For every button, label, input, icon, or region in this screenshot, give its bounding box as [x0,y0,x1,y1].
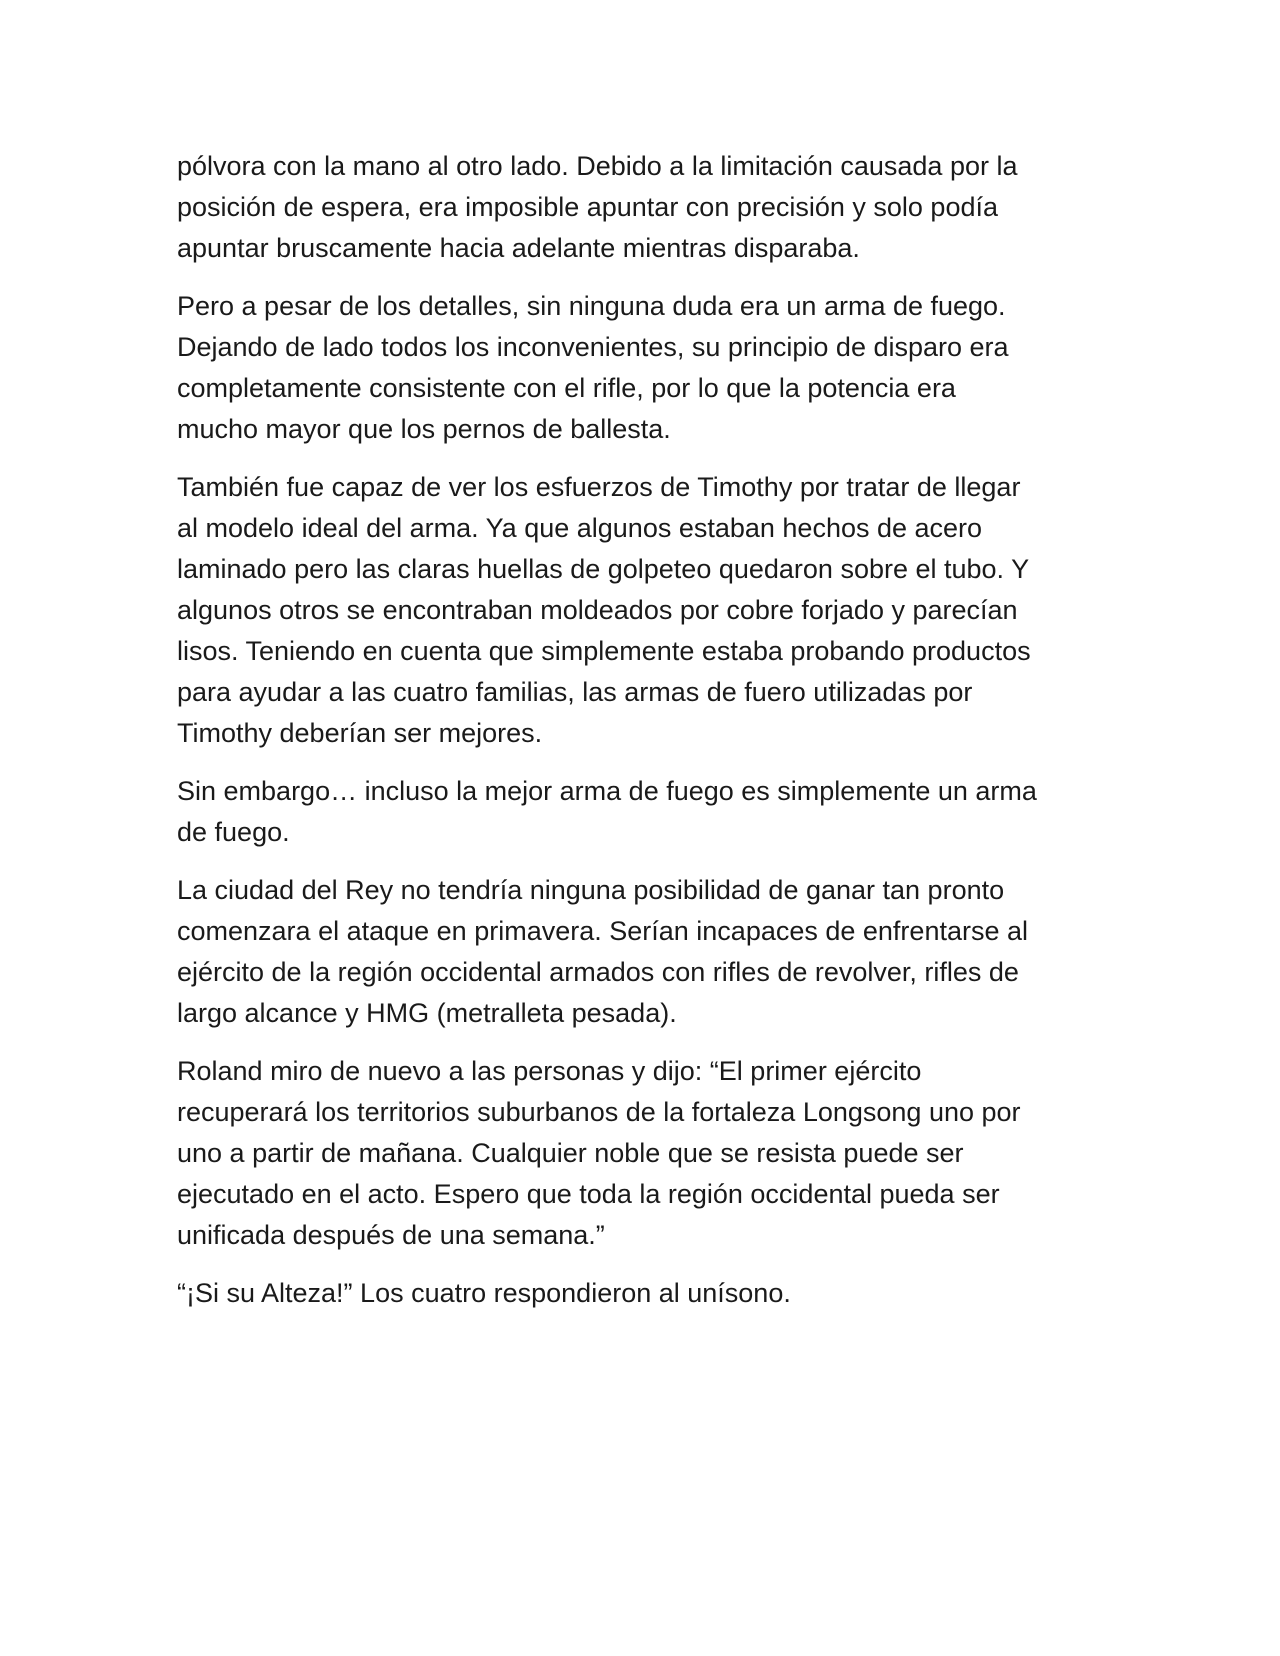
paragraph-1 [177,146,1107,269]
text-line: mucho mayor que los pernos de ballesta. [177,414,671,444]
text-line: ejército de la región occidental armados con rifles de revolver, rifles de [177,957,1019,987]
text-line: posición de espera, era imposible apuntar con precisión y solo podía [177,192,998,222]
text-line: para ayudar a las cuatro familias, las armas de fuero utilizadas por [177,677,973,707]
text-line: “¡Si su Alteza!” Los cuatro respondieron al unísono. [177,1278,791,1308]
text-line: laminado pero las claras huellas de golpeteo quedaron sobre el tubo. Y [177,554,1030,584]
text-line: apuntar bruscamente hacia adelante mientras disparaba. [177,233,860,263]
text-line: comenzara el ataque en primavera. Serían incapaces de enfrentarse al [177,916,1029,946]
text-line: Dejando de lado todos los inconvenientes, su principio de disparo era [177,332,1009,362]
text-line: Pero a pesar de los detalles, sin ninguna duda era un arma de fuego. [177,291,1006,321]
text-line: recuperará los territorios suburbanos de la fortaleza Longsong uno por [177,1097,1021,1127]
text-line: pólvora con la mano al otro lado. Debido a la limitación causada por la [177,151,1018,181]
text-line: ejecutado en el acto. Espero que toda la región occidental pueda ser [177,1179,1000,1209]
text-line: completamente consistente con el rifle, por lo que la potencia era [177,373,956,403]
text-line: La ciudad del Rey no tendría ninguna posibilidad de ganar tan pronto [177,875,1005,905]
text-line: Sin embargo… incluso la mejor arma de fuego es simplemente un arma [177,776,1037,806]
text-line: También fue capaz de ver los esfuerzos de Timothy por tratar de llegar [177,472,1021,502]
text-line: Timothy deberían ser mejores. [177,718,543,748]
text-line: algunos otros se encontraban moldeados por cobre forjado y parecían [177,595,1018,625]
paragraph-5 [177,870,1107,1034]
paragraph-7 [177,1273,1107,1314]
text-line: Roland miro de nuevo a las personas y dijo: “El primer ejército [177,1056,922,1086]
paragraph-4 [177,771,1107,853]
paragraph-3 [177,467,1107,754]
text-line: uno a partir de mañana. Cualquier noble que se resista puede ser [177,1138,964,1168]
paragraph-6 [177,1051,1107,1256]
text-line: de fuego. [177,817,290,847]
text-line: al modelo ideal del arma. Ya que algunos estaban hechos de acero [177,513,983,543]
text-line: largo alcance y HMG (metralleta pesada). [177,998,677,1028]
text-line: lisos. Teniendo en cuenta que simplemente estaba probando productos [177,636,1031,666]
text-line: unificada después de una semana.” [177,1220,605,1250]
paragraph-2 [177,286,1107,450]
document-body [177,146,1107,1331]
